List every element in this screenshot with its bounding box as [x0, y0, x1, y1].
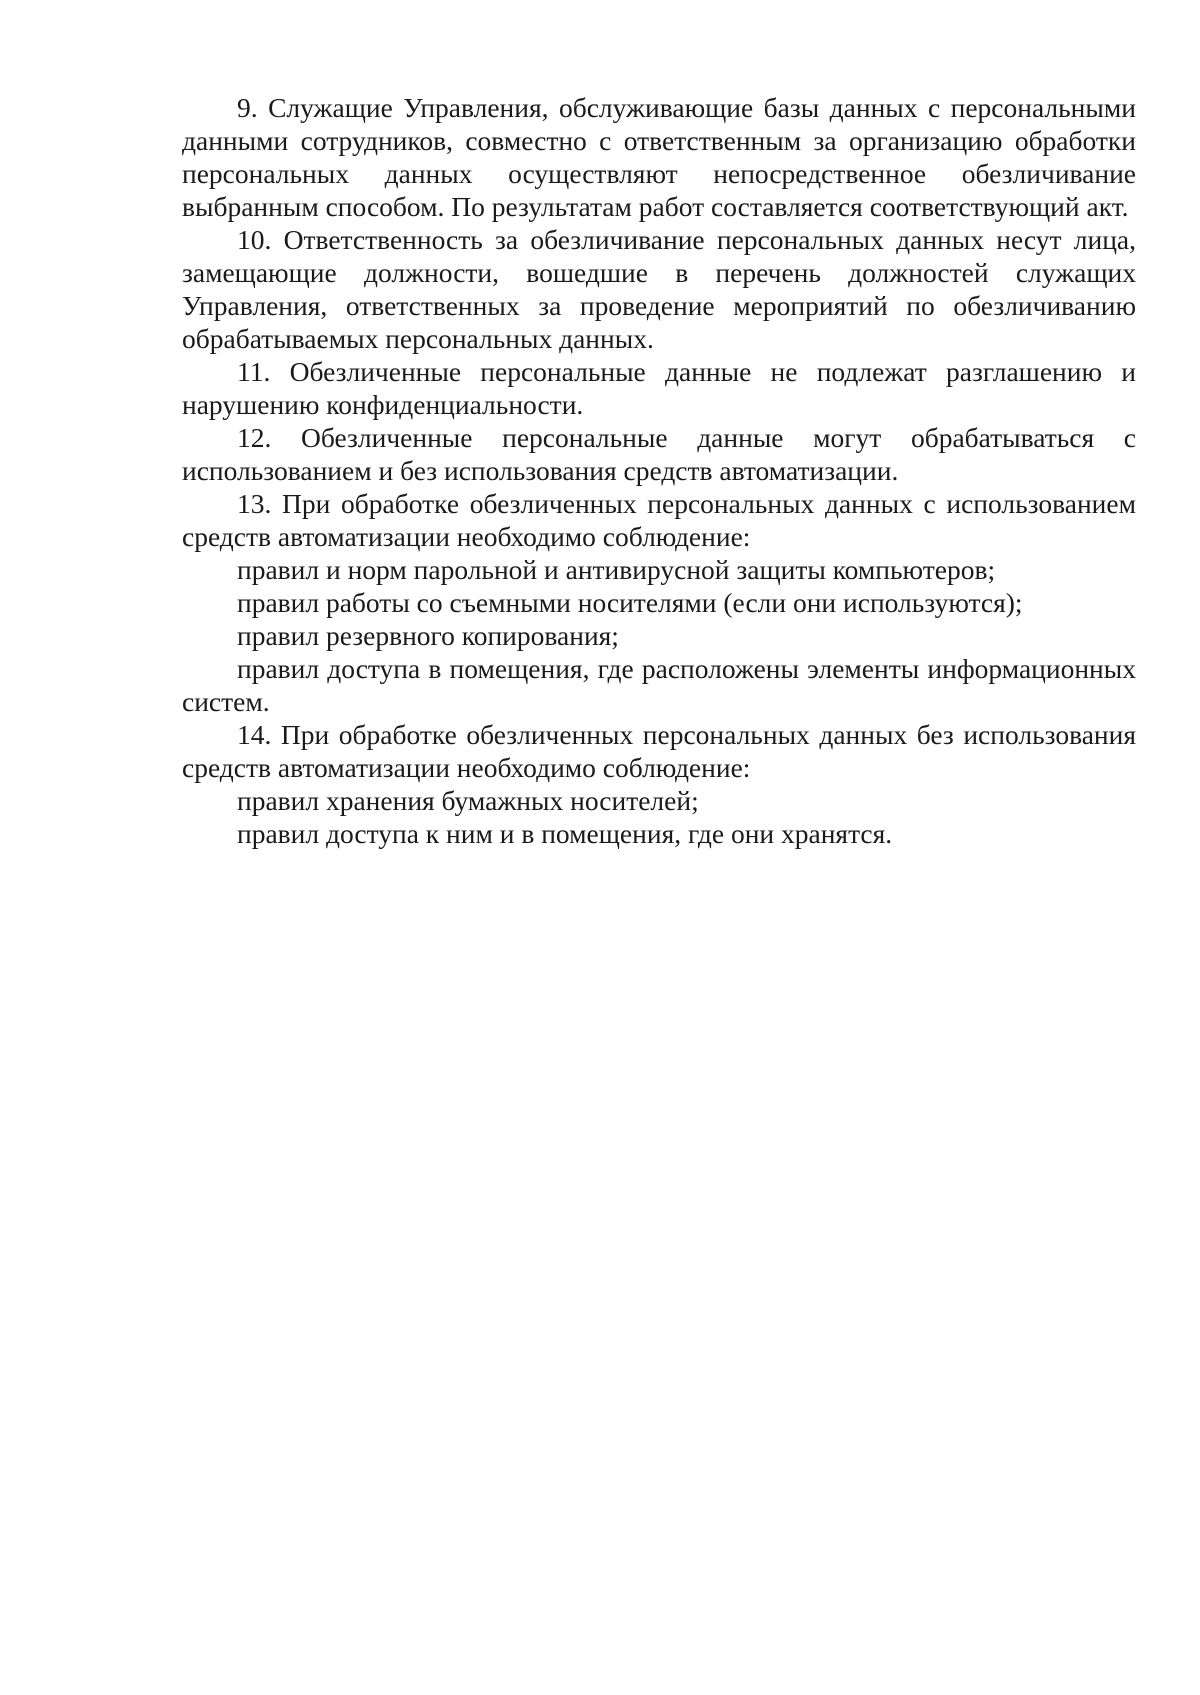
paragraph-11: 11. Обезличенные персональные данные не подлежат разглашению и нарушению конфиденциальности. [182, 356, 1136, 420]
paragraph-10: 10. Ответственность за обезличивание персональных данных несут лица, замещающие должности, вошедшие в перечень должностей служащих Управления, ответственных за проведение мероприятий по обезличиванию обрабатываемых персональных данных. [182, 224, 1136, 354]
list-item-premises-access: правил доступа в помещения, где расположены элементы информационных систем. [182, 653, 1136, 717]
list-item-paper-storage: правил хранения бумажных носителей; [237, 785, 699, 816]
paragraph-12: 12. Обезличенные персональные данные могут обрабатываться с использованием и без использования средств автоматизации. [182, 422, 1136, 486]
paragraph-14: 14. При обработке обезличенных персональных данных без использования средств автоматизации необходимо соблюдение: [182, 719, 1136, 783]
list-item-password-antivirus: правил и норм парольной и антивирусной защиты компьютеров; [237, 554, 996, 585]
paragraph-13: 13. При обработке обезличенных персональных данных с использованием средств автоматизации необходимо соблюдение: [182, 488, 1136, 552]
list-item-storage-access: правил доступа к ним и в помещения, где они хранятся. [237, 818, 893, 849]
document-body [182, 91, 1136, 850]
paragraph-9: 9. Служащие Управления, обслуживающие базы данных с персональными данными сотрудников, совместно с ответственным за организацию обработки персональных данных осуществляют непосредственное обезличивание выбранным способом. По результатам работ составляется соответствующий акт. [182, 92, 1136, 222]
list-item-backup: правил резервного копирования; [237, 620, 619, 651]
list-item-removable-media: правил работы со съемными носителями (если они используются); [237, 587, 1023, 618]
